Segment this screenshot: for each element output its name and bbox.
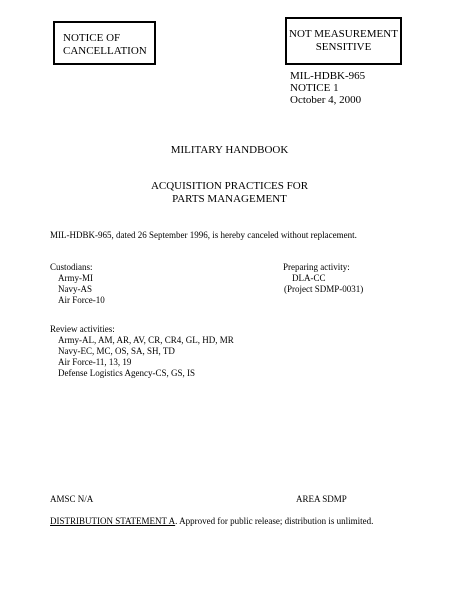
custodian-item: Air Force-10 xyxy=(58,295,105,305)
custodians-label: Custodians: xyxy=(50,262,93,272)
distribution-statement xyxy=(50,516,373,527)
custodian-item: Navy-AS xyxy=(58,284,92,294)
document-date: October 4, 2000 xyxy=(290,94,362,106)
area-code: AREA SDMP xyxy=(296,494,347,504)
review-activities-block xyxy=(50,324,234,379)
review-activity-item: Army-AL, AM, AR, AV, CR, CR4, GL, HD, MR xyxy=(58,335,234,345)
review-activity-item: Navy-EC, MC, OS, SA, SH, TD xyxy=(58,346,175,356)
project-number: (Project SDMP-0031) xyxy=(284,284,364,294)
preparing-agency: DLA-CC xyxy=(292,273,326,283)
cancellation-statement: MIL-HDBK-965, dated 26 September 1996, is hereby canceled without replacement. xyxy=(50,230,357,240)
subject-title-line-1: ACQUISITION PRACTICES FOR xyxy=(150,180,309,192)
preparing-activity-label: Preparing activity: xyxy=(283,262,350,272)
handbook-title: MILITARY HANDBOOK xyxy=(170,144,289,156)
custodian-item: Army-MI xyxy=(58,273,93,283)
notice-number: NOTICE 1 xyxy=(290,82,339,94)
subject-title-line-2: PARTS MANAGEMENT xyxy=(172,193,287,205)
amsc-code: AMSC N/A xyxy=(50,494,94,504)
sensitivity-box-line-1: NOT MEASUREMENT xyxy=(289,28,398,40)
distribution-statement-label: DISTRIBUTION STATEMENT A xyxy=(50,516,176,526)
review-activities-label: Review activities: xyxy=(50,324,115,334)
distribution-statement-text: . Approved for public release; distribution is unlimited. xyxy=(175,516,374,526)
measurement-sensitivity-box xyxy=(285,17,402,65)
notice-of-cancellation-box xyxy=(53,21,156,65)
document-number: MIL-HDBK-965 xyxy=(290,70,366,82)
review-activity-item: Defense Logistics Agency-CS, GS, IS xyxy=(58,368,195,378)
review-activity-item: Air Force-11, 13, 19 xyxy=(58,357,132,367)
notice-box-line-2: CANCELLATION xyxy=(63,45,147,57)
sensitivity-box-line-2: SENSITIVE xyxy=(315,41,372,53)
subject-title xyxy=(0,180,459,206)
preparing-activity-block xyxy=(283,262,363,295)
document-identifier xyxy=(290,70,365,106)
custodians-block xyxy=(50,262,105,306)
notice-box-line-1: NOTICE OF xyxy=(63,32,121,44)
